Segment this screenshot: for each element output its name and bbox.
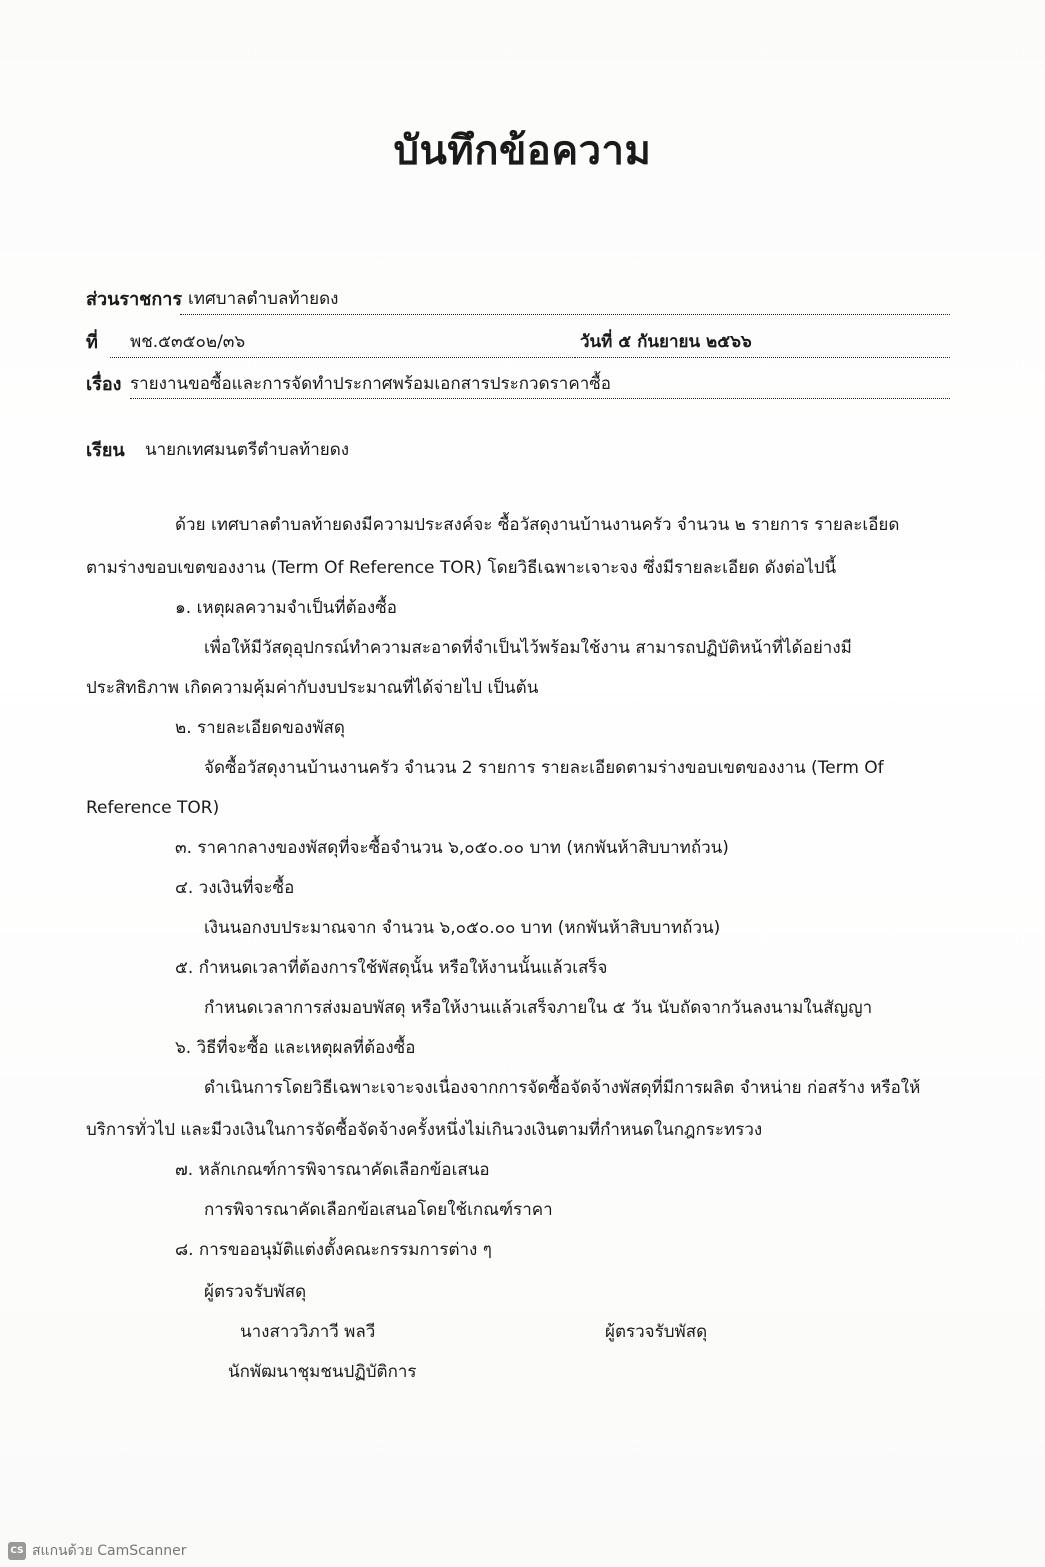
section-1-heading: ๑. เหตุผลความจำเป็นที่ต้องซื้อ [175, 598, 397, 618]
memo-date: วันที่ ๕ กันยายน ๒๕๖๖ [580, 332, 752, 352]
camscanner-text: สแกนด้วย CamScanner [32, 1543, 187, 1559]
section-5-heading: ๕. กำหนดเวลาที่ต้องการใช้พัสดุนั้น หรือให้งานนั้นแล้วเสร็จ [175, 958, 608, 978]
department-underline [180, 314, 950, 315]
department-label: ส่วนราชการ [86, 289, 183, 310]
camscanner-footer [8, 1540, 187, 1562]
section-1-line-1: เพื่อให้มีวัสดุอุปกรณ์ทำความสะอาดที่จำเป็นไว้พร้อมใช้งาน สามารถปฏิบัติหน้าที่ได้อย่างมี [204, 638, 852, 658]
section-7-heading: ๗. หลักเกณฑ์การพิจารณาคัดเลือกข้อเสนอ [175, 1160, 490, 1180]
committee-member-role: ผู้ตรวจรับพัสดุ [605, 1322, 708, 1342]
section-2-heading: ๒. รายละเอียดของพัสดุ [175, 718, 345, 738]
intro-line-1: ด้วย เทศบาลตำบลท้ายดงมีความประสงค์จะ ซื้อวัสดุงานบ้านงานครัว จำนวน ๒ รายการ รายละเอียด [175, 515, 900, 535]
section-3-heading: ๓. ราคากลางของพัสดุที่จะซื้อจำนวน ๖,๐๕๐.๐๐ บาท (หกพันห้าสิบบาทถ้วน) [175, 838, 729, 858]
section-2-line-2: Reference TOR) [86, 798, 220, 818]
department-value: เทศบาลตำบลท้ายดง [188, 289, 339, 309]
subject-underline [130, 398, 950, 399]
section-6-line-2: บริการทั่วไป และมีวงเงินในการจัดซื้อจัดจ้างครั้งหนึ่งไม่เกินวงเงินตามที่กำหนดในกฎกระทรวง [86, 1120, 763, 1140]
section-8-heading: ๘. การขออนุมัติแต่งตั้งคณะกรรมการต่าง ๆ [175, 1240, 492, 1260]
date-underline [575, 357, 950, 358]
camscanner-logo-icon: CS [8, 1542, 26, 1560]
intro-line-2: ตามร่างขอบเขตของงาน (Term Of Reference TOR) โดยวิธีเฉพาะเจาะจง ซึ่งมีรายละเอียด ดังต่อไปนี้ [86, 558, 837, 578]
subject-label: เรื่อง [86, 374, 122, 395]
subject-value: รายงานขอซื้อและการจัดทำประกาศพร้อมเอกสารประกวดราคาซื้อ [130, 374, 611, 394]
memo-title: บันทึกข้อความ [393, 128, 652, 174]
section-5-line-1: กำหนดเวลาการส่งมอบพัสดุ หรือให้งานแล้วเสร็จภายใน ๕ วัน นับถัดจากวันลงนามในสัญญา [204, 998, 873, 1018]
section-4-heading: ๔. วงเงินที่จะซื้อ [175, 878, 295, 898]
committee-member-name: นางสาววิภาวี พลวี [240, 1322, 376, 1342]
to-value: นายกเทศมนตรีตำบลท้ายดง [145, 440, 350, 460]
to-label: เรียน [86, 440, 125, 461]
section-6-heading: ๖. วิธีที่จะซื้อ และเหตุผลที่ต้องซื้อ [175, 1038, 416, 1058]
section-6-line-1: ดำเนินการโดยวิธีเฉพาะเจาะจงเนื่องจากการจัดซื้อจัดจ้างพัสดุที่มีการผลิต จำหน่าย ก่อสร้าง หรือให้ [204, 1078, 921, 1098]
section-7-line-1: การพิจารณาคัดเลือกข้อเสนอโดยใช้เกณฑ์ราคา [204, 1200, 553, 1220]
section-4-line-1: เงินนอกงบประมาณจาก จำนวน ๖,๐๕๐.๐๐ บาท (หกพันห้าสิบบาทถ้วน) [204, 918, 721, 938]
section-2-line-1: จัดซื้อวัสดุงานบ้านงานครัว จำนวน 2 รายการ รายละเอียดตามร่างขอบเขตของงาน (Term Of [204, 758, 884, 778]
section-1-line-2: ประสิทธิภาพ เกิดความคุ้มค่ากับงบประมาณที่ได้จ่ายไป เป็นต้น [86, 678, 539, 698]
ref-value: พช.๕๓๕๐๒/๓๖ [130, 332, 246, 352]
committee-member-position: นักพัฒนาชุมชนปฏิบัติการ [228, 1362, 417, 1382]
ref-label: ที่ [86, 332, 98, 353]
ref-underline [110, 357, 575, 358]
section-8-role: ผู้ตรวจรับพัสดุ [204, 1282, 307, 1302]
